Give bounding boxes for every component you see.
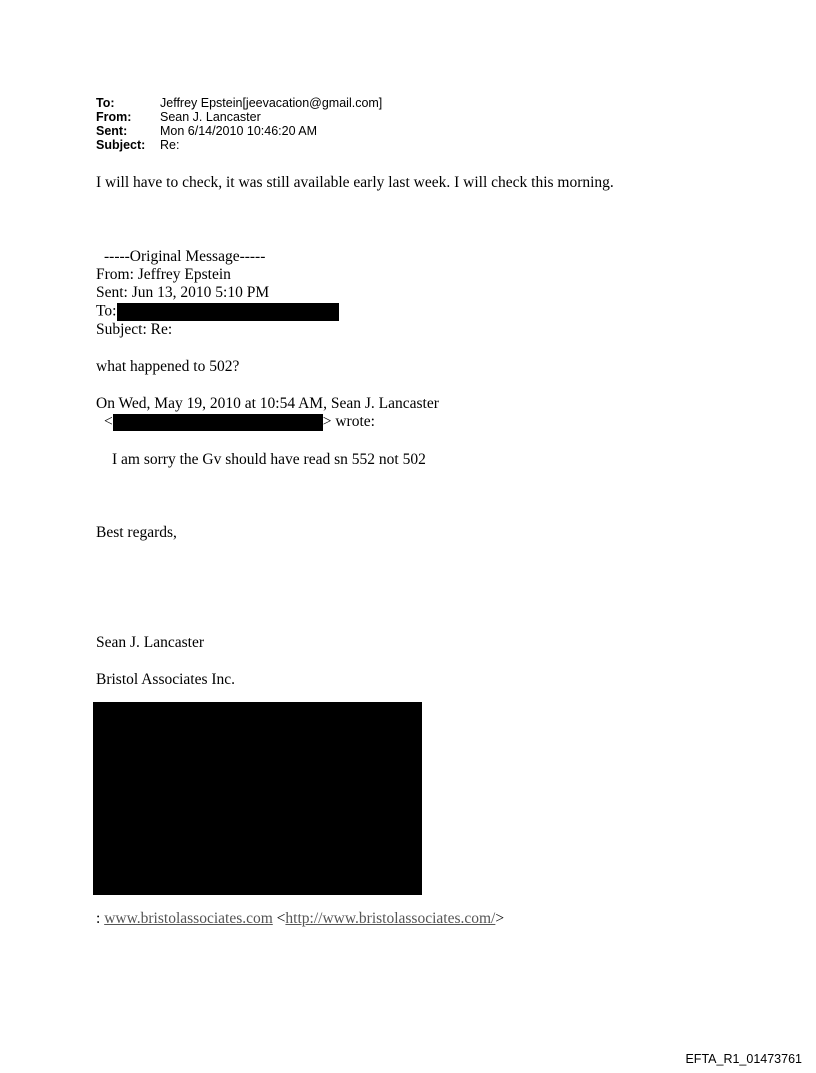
header-sent-row: [96, 124, 382, 138]
quote-sender-line: [104, 414, 375, 431]
redaction-sender-email: [113, 414, 323, 431]
question-text: what happened to 502?: [96, 358, 240, 375]
document-id: EFTA_R1_01473761: [685, 1052, 802, 1066]
to-label: To:: [96, 96, 115, 110]
signature-name: Sean J. Lancaster: [96, 634, 205, 651]
redaction-to-address: [117, 303, 339, 321]
subject-value: Re:: [160, 138, 180, 152]
to-value: Jeffrey Epstein[jeevacation@gmail.com]: [160, 96, 383, 110]
original-subject-line: Subject: Re:: [96, 321, 173, 338]
best-regards: Best regards,: [96, 524, 177, 541]
from-label: From:: [96, 110, 132, 124]
website-link[interactable]: www.bristolassociates.com: [104, 910, 273, 927]
redaction-signature-block: [93, 702, 422, 895]
sent-label: Sent:: [96, 124, 128, 138]
from-value: Sean J. Lancaster: [160, 110, 261, 124]
url-prefix: :: [96, 910, 105, 927]
original-message-separator: -----Original Message-----: [104, 248, 266, 265]
original-to-label: To:: [96, 302, 117, 320]
signature-company: Bristol Associates Inc.: [96, 671, 236, 688]
header-subject-row: [96, 138, 382, 152]
url-close-bracket: >: [495, 910, 505, 927]
original-to-line: [96, 303, 339, 321]
reply-text: I will have to check, it was still available early last week. I will check this morning.: [96, 174, 614, 191]
quote-open-bracket: <: [104, 413, 113, 431]
original-from-line: From: Jeffrey Epstein: [96, 266, 231, 283]
quoted-text: I am sorry the Gv should have read sn 552 not 502: [112, 451, 426, 468]
sent-value: Mon 6/14/2010 10:46:20 AM: [160, 124, 318, 138]
header-to-row: [96, 96, 382, 110]
header-from-row: [96, 110, 382, 124]
website-line: [96, 911, 504, 927]
original-sent-line: Sent: Jun 13, 2010 5:10 PM: [96, 284, 270, 301]
email-header: [96, 96, 382, 152]
url-open-bracket: <: [272, 910, 286, 927]
quote-wrote: > wrote:: [322, 413, 375, 431]
quote-intro: On Wed, May 19, 2010 at 10:54 AM, Sean J. Lancaster: [96, 395, 439, 412]
website-full-link[interactable]: http://www.bristolassociates.com/: [285, 910, 496, 927]
subject-label: Subject:: [96, 138, 146, 152]
